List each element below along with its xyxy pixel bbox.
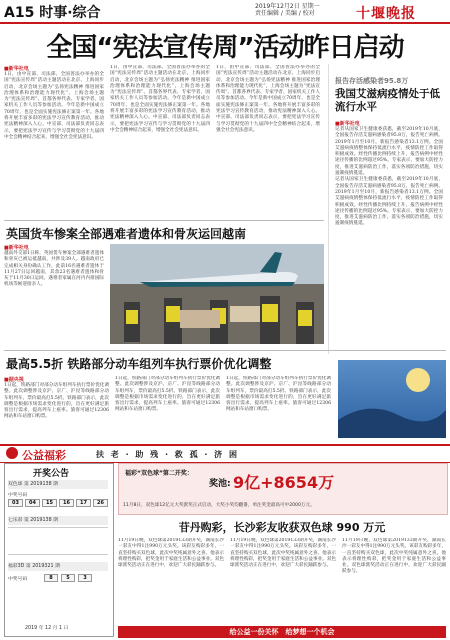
board-footer-date: 2019 年 12 月 1 日 [25,626,69,631]
divider-story2 [4,220,324,221]
story1-body-cont2: 1日，由中宣部、司法部、全国普法办举办的全国“宪法宣传周”活动主题活动在北京、上海同步启动，北京会场主题为“弘扬宪法精神 推进国家治理体系和治理能力现代化”，上海会场主题为“宪法宣传周”。首都各界代表、专家学者、国家机关工作人员等参加活动。今年是新中国成立70周年，也是全面实施宪法修正案第一年。各地将开展丰富多彩的宪法学习宣传教育活动，推动宪法精神深入人心。中宣部、司法部负责同志表示，要把宪法学习宣传与学习贯彻党的十九届四中全会精神结合起来，增强全社会宪法意识。 [216,65,320,133]
sidebar-column [335,120,443,348]
lottery-brand: 公益福彩 [22,449,66,462]
sidebar-title: 我国艾滋病疫情处于低流行水平 [335,88,440,113]
story1-body-cont: 1日，由中宣部、司法部、全国普法办举办的全国“宪法宣传周”活动主题活动在北京、上海同步启动，北京会场主题为“弘扬宪法精神 推进国家治理体系和治理能力现代化”，上海会场主题为“宪法宣传周”。首都各界代表、专家学者、国家机关工作人员等参加活动。今年是新中国成立70周年，也是全面实施宪法修正案第一年。各地将开展丰富多彩的宪法学习宣传教育活动，推动宪法精神深入人心。中宣部、司法部负责同志表示，要把宪法学习宣传与学习贯彻党的十九届四中全会精神结合起来，增强全社会宪法意识。 [110,65,210,133]
ball: 8 [44,574,58,582]
lottery-slogan: 扶 老 · 助 残 · 救 孤 · 济 困 [96,450,239,459]
story1-col1 [4,65,104,217]
divider-story3 [4,350,446,351]
main-headline: 全国“宪法宣传周”活动昨日启动 [46,33,404,63]
game-ssq-name: 双色球 [8,482,23,487]
lottery-body-c3: 11月19日晚，双色球第2019133期开奖，湖南长沙一彩友中得1注990万元头奖。该彩友购彩多年，一直坚持购买双色球，此次中奖纯属意外之喜。他表示将理性购彩，把奖金用于家庭生活和公益事业。双色球派奖活动正在进行中，欢迎广大彩民踊跃参与。 [342,538,446,575]
story2-body: 越南外交部1日称，英国货车惨案全部遇难者遗体和骨灰已被运抵越南，共涉及39人。越南政府已完成相关身份确认工作，此前16名遇难者遗体于11月27日运回越南，其余23名遇难者遗体和骨灰于11月30日运回。遇难者家属在河内内排国际机场等候迎接亲人。 [4,251,104,288]
sidebar-kicker: 报告存活感染者95.8万 [335,77,409,85]
story1-tag: ■新华社电 [4,66,29,72]
ball: 04 [25,499,40,507]
game-panel-3d [8,562,108,602]
story3-col2 [115,376,220,438]
3d-balls [44,574,92,582]
game-qlc-row [8,516,108,525]
story2-title: 英国货车惨案全部遇难者遗体和骨灰运回越南 [6,227,247,241]
game-ssq-label: 中奖号码 [8,493,28,498]
ssq-balls [8,499,108,507]
date-line [255,3,325,17]
story3-body: 1日起，铁路部门对部分动车组列车执行票价优化调整。此次调整涉及京沪、京广、沪昆等线路部分动车组列车，票价最高打5.5折。铁路部门表示，此次调整是根据市场需求变化进行的，旨在更好满足旅客出行需求，提高列车上座率。旅客可通过12306网站和车站窗口购票。 [4,383,109,420]
jackpot-label: 福彩“双色球”第二开奖： [125,470,193,477]
story2-tag: ■新华社电 [4,245,29,251]
ball: 26 [93,499,108,507]
game-3d-label: 中奖号码 [8,577,28,582]
sidebar-body-cont: 记者从国家卫生健康委获悉，截至2019年10月底，全国报告存活艾滋病感染者95.8万，报告死亡病例。2019年1月至10月，新报告感染者13.1万例。全国艾滋病疫情整体保持低流行水平，疫情防控工作取得积极成效。经性传播比例持续上升，报告病例中经性途径传播的比例超过95%。专家表示，要加大防控力度，推进艾滋病防治工作，落实各项防治措施，切实遏制疫情蔓延。 [335,177,443,227]
jackpot-prefix: 奖池: [209,479,231,489]
bottom-banner [118,626,446,638]
ball: 5 [61,574,75,582]
game-ssq-issue: 第 2019138 期 [23,482,58,487]
jackpot-panel [118,463,448,515]
editors-text: 责任编辑 / 美编 / 校对 [255,10,315,17]
game-3d-row [8,562,108,571]
masthead-logo: 十堰晚报 [356,6,416,22]
bottom-banner-text: 给公益一份关怀 给梦想一个机会 [229,628,335,636]
airport-photo-illustration [110,244,324,344]
news-photo [110,244,324,344]
ball: 16 [59,499,74,507]
promo-image [338,360,446,438]
board-title: 开奖公告 [33,469,70,479]
sidebar-tag: ■新华社电 [335,121,360,127]
ball: 3 [78,574,92,582]
draw-board [4,463,114,637]
sidebar-box [328,64,447,354]
story1-body: 1日，由中宣部、司法部、全国普法办举办的全国“宪法宣传周”活动主题活动在北京、上海同步启动，北京会场主题为“弘扬宪法精神 推进国家治理体系和治理能力现代化”，上海会场主题为“宪法宣传周”。首都各界代表、专家学者、国家机关工作人员等参加活动。今年是新中国成立70周年，也是全面实施宪法修正案第一年。各地将开展丰富多彩的宪法学习宣传教育活动，推动宪法精神深入人心。中宣部、司法部负责同志表示，要把宪法学习宣传与学习贯彻党的十九届四中全会精神结合起来，增强全社会宪法意识。 [4,72,104,140]
story3-body-c2: 1日起，铁路部门对部分动车组列车执行票价优化调整。此次调整涉及京沪、京广、沪昆等线路部分动车组列车，票价最高打5.5折。铁路部门表示，此次调整是根据市场需求变化进行的，旨在更好满足旅客出行需求，提高列车上座率。旅客可通过12306网站和车站窗口购票。 [115,376,220,413]
game-panel-qlc [8,516,108,556]
story3-col1 [4,376,109,438]
lottery-col3 [342,538,446,622]
lottery-body: 11月19日晚，双色球第2019133期开奖，湖南长沙一彩友中得1注990万元头奖。该彩友购彩多年，一直坚持购买双色球，此次中奖纯属意外之喜。他表示将理性购彩，把奖金用于家庭生活和公益事业。双色球派奖活动正在进行中，欢迎广大彩民踊跃参与。 [118,538,224,569]
story3-col3 [226,376,331,438]
story1-col3 [216,65,320,217]
game-panel-ssq [8,480,108,510]
game-ssq-row [8,480,108,489]
lottery-body-c2: 11月19日晚，双色球第2019133期开奖，湖南长沙一彩友中得1注990万元头奖。该彩友购彩多年，一直坚持购买双色球，此次中奖纯属意外之喜。他表示将理性购彩，把奖金用于家庭生活和公益事业。双色球派奖活动正在进行中，欢迎广大彩民踊跃参与。 [230,538,336,569]
ball: 15 [42,499,57,507]
lottery-col2 [230,538,336,622]
jackpot-caption: 11月8日，双色球12亿元大奖派奖正式启动，大奖小奖均翻番，单注奖金最高可中2000万元。 [123,503,315,508]
lottery-logo-icon [6,447,18,459]
promo-graphic [338,360,446,438]
story3-body-c3: 1日起，铁路部门对部分动车组列车执行票价优化调整。此次调整涉及京沪、京广、沪昆等线路部分动车组列车，票价最高打5.5折。铁路部门表示，此次调整是根据市场需求变化进行的，旨在更好满足旅客出行需求，提高列车上座率。旅客可通过12306网站和车站窗口购票。 [226,376,331,413]
story3-tag: ■据央视 [4,377,24,383]
lottery-headline: 苷丹购彩，长沙彩友收获双色球 990 万元 [178,521,386,534]
ball: 17 [76,499,91,507]
story2-column [4,244,104,344]
lottery-header [0,444,450,463]
section-label: A15 时事·综合 [4,5,101,21]
sidebar-body: 记者从国家卫生健康委获悉，截至2019年10月底，全国报告存活艾滋病感染者95.8万，报告死亡病例。2019年1月至10月，新报告感染者13.1万例。全国艾滋病疫情整体保持低流行水平，疫情防控工作取得积极成效。经性传播比例持续上升，报告病例中经性途径传播的比例超过95%。专家表示，要加大防控力度，推进艾滋病防治工作，落实各项防治措施，切实遏制疫情蔓延。 [335,127,443,177]
jackpot-value: 9亿+8654万 [233,473,335,492]
game-3d-issue: 第 2019321 期 [25,564,60,569]
game-qlc-name: 七乐彩 [8,518,23,523]
game-3d-name: 福彩3D [8,564,25,569]
story3-title: 最高5.5折 铁路部分动车组列车执行票价优化调整 [6,357,272,371]
lottery-col1 [118,538,224,622]
page-header [0,0,450,24]
date-text: 2019年12月2日 星期一 [255,3,320,10]
game-qlc-issue: 第 2019138 期 [23,518,58,523]
ball: 03 [8,499,23,507]
qlc-table [8,527,108,555]
story1-col2 [110,65,210,217]
